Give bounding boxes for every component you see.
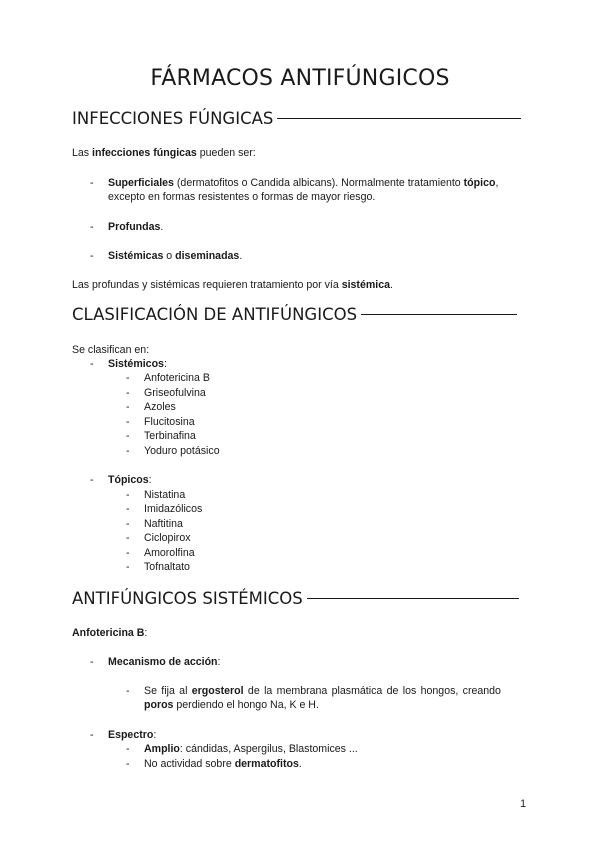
bold-text: Sistémicas: [108, 250, 164, 262]
infecciones-intro: [72, 146, 256, 160]
bullet-dash: -: [126, 372, 130, 384]
heading-clasificacion: [72, 305, 517, 324]
bold-text: dermatofitos: [234, 758, 299, 770]
heading-sistemicos: [72, 589, 519, 608]
infecciones-closing: [72, 278, 393, 292]
bold-text: Superficiales: [108, 177, 174, 189]
text: .: [298, 758, 302, 770]
text: .: [239, 250, 243, 262]
bullet-dash: -: [126, 758, 130, 770]
text: Las profundas y sistémicas requieren tratamiento por vía: [72, 279, 342, 291]
bold-text: Amplio: [144, 743, 180, 755]
clasificacion-intro: Se clasifican en:: [72, 344, 150, 356]
text: :: [217, 656, 221, 668]
list-item: Flucitosina: [144, 416, 195, 428]
bullet-dash: -: [126, 532, 130, 544]
mecanismo-label: [108, 655, 220, 669]
heading-infecciones-text: INFECCIONES FÚNGICAS: [72, 109, 274, 128]
heading-rule: [277, 118, 521, 120]
text: :: [148, 474, 152, 486]
mecanismo-text: [144, 684, 501, 698]
bullet-dash: -: [126, 547, 130, 559]
bullet-dash: -: [126, 489, 130, 501]
bullet-dash: -: [126, 416, 130, 428]
text: Se fija al: [144, 685, 192, 697]
bullet-dash: -: [126, 445, 130, 457]
bold-text: Tópicos: [108, 474, 149, 486]
bullet-dash: -: [126, 685, 130, 697]
bold-text: infecciones fúngicas: [92, 147, 197, 159]
bullet-dash: -: [90, 474, 94, 486]
bullet-dash: -: [126, 401, 130, 413]
heading-rule: [307, 598, 519, 600]
bold-text: Profundas: [108, 221, 161, 233]
text: :: [144, 627, 148, 639]
bullet-dash: -: [126, 518, 130, 530]
heading-sistemicos-text: ANTIFÚNGICOS SISTÉMICOS: [72, 589, 303, 608]
bold-text: Espectro: [108, 729, 154, 741]
page-number: 1: [520, 798, 526, 810]
bold-text: sistémica: [341, 279, 390, 291]
text: :: [163, 358, 167, 370]
list-item: Azoles: [144, 401, 176, 413]
bullet-dash: -: [90, 656, 94, 668]
bullet-sistemicas: [108, 249, 242, 263]
bullet-profundas: [108, 220, 163, 234]
list-item: Griseofulvina: [144, 387, 206, 399]
bullet-dash: -: [90, 221, 94, 233]
bullet-dash: -: [126, 503, 130, 515]
espectro-no-actividad: [144, 757, 302, 771]
text: .: [160, 221, 164, 233]
bold-text: tópico: [463, 177, 496, 189]
list-item: Nistatina: [144, 489, 186, 501]
bullet-dash: -: [90, 729, 94, 741]
text: de la membrana plasmática de los hongos, creando: [243, 685, 501, 697]
bold-text: Anfotericina B: [72, 627, 145, 639]
mecanismo-text-line2: [144, 698, 319, 712]
heading-clasificacion-text: CLASIFICACIÓN DE ANTIFÚNGICOS: [72, 305, 358, 324]
text: .: [389, 279, 393, 291]
espectro-label: [108, 728, 156, 742]
page-title: FÁRMACOS ANTIFÚNGICOS: [150, 66, 450, 91]
bullet-superficiales: [108, 176, 498, 190]
list-item: Imidazólicos: [144, 503, 203, 515]
bold-text: poros: [144, 699, 174, 711]
list-item: Naftitina: [144, 518, 183, 530]
bullet-dash: -: [90, 250, 94, 262]
text: : cándidas, Aspergilus, Blastomices ...: [179, 743, 358, 755]
bullet-dash: -: [90, 358, 94, 370]
list-item: Terbinafina: [144, 430, 196, 442]
heading-infecciones: [72, 109, 521, 128]
topicos-label: [108, 473, 152, 487]
drug-name: [72, 626, 147, 640]
bold-text: ergosterol: [191, 685, 244, 697]
text: (dermatofitos o Candida albicans). Normalmente tratamiento: [173, 177, 464, 189]
bold-text: Mecanismo de acción: [108, 656, 218, 668]
text: o: [163, 250, 176, 262]
list-item: Tofnaltato: [144, 561, 190, 573]
text: pueden ser:: [196, 147, 256, 159]
text: perdiendo el hongo Na, K e H.: [173, 699, 319, 711]
text: :: [153, 729, 157, 741]
bullet-dash: -: [126, 430, 130, 442]
text: ,: [495, 177, 499, 189]
list-item: Ciclopirox: [144, 532, 191, 544]
bullet-dash: -: [126, 561, 130, 573]
list-item: Anfotericina B: [144, 372, 210, 384]
text: No actividad sobre: [144, 758, 235, 770]
sistemicos-label: [108, 357, 167, 371]
bold-text: Sistémicos: [108, 358, 164, 370]
list-item: Amorolfina: [144, 547, 195, 559]
bullet-superficiales-line2: excepto en formas resistentes o formas de mayor riesgo.: [108, 191, 376, 203]
bullet-dash: -: [126, 387, 130, 399]
espectro-amplio: [144, 742, 358, 756]
heading-rule: [361, 314, 517, 316]
list-item: Yoduro potásico: [144, 445, 220, 457]
text: Las: [72, 147, 93, 159]
bullet-dash: -: [126, 743, 130, 755]
bullet-dash: -: [90, 177, 94, 189]
bold-text: diseminadas: [175, 250, 240, 262]
